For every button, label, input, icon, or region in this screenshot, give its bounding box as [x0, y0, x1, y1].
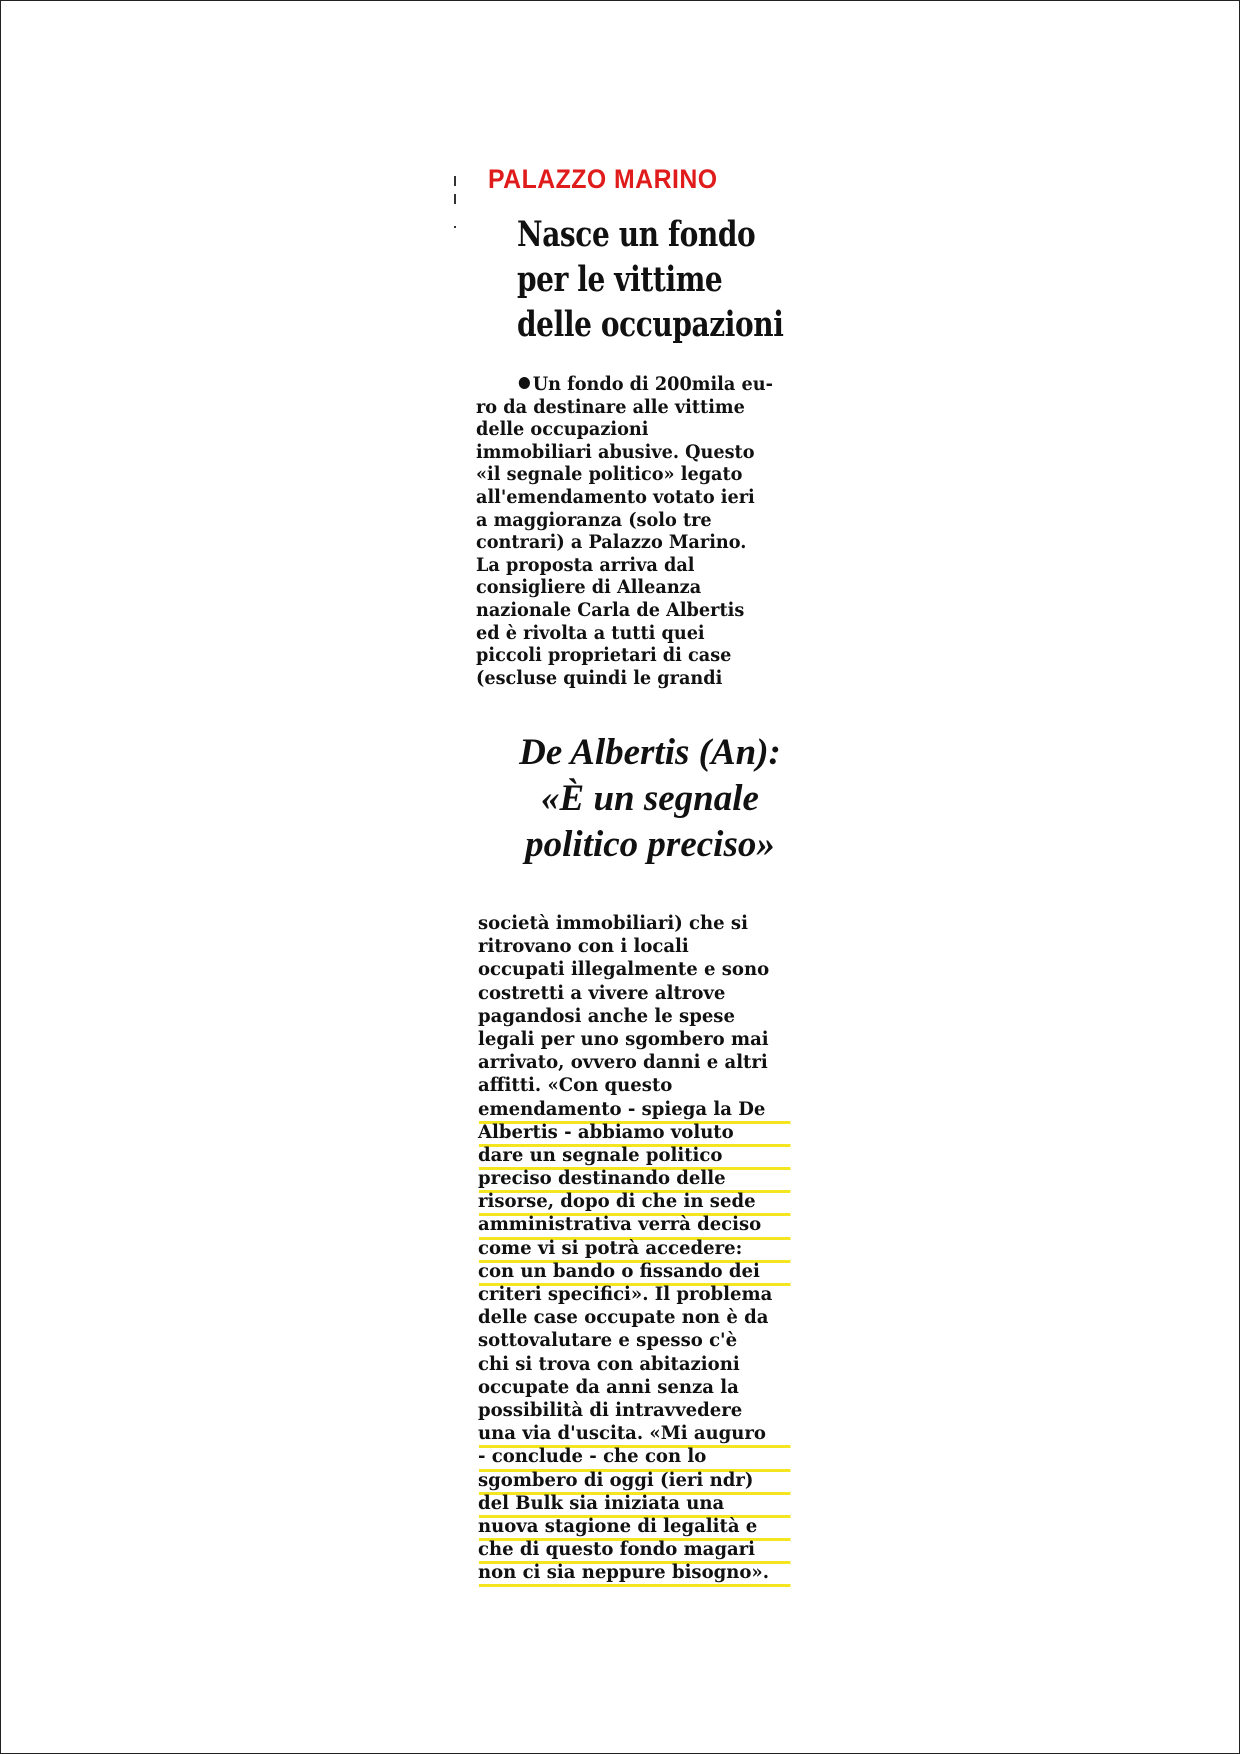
lead-line: ed è rivolta a tutti quei [476, 621, 705, 644]
body-line-highlighted: con un bando o fissando dei [478, 1260, 792, 1283]
body-line-highlighted: sgombero di oggi (ieri ndr) [478, 1469, 792, 1492]
lead-line: contrari) a Palazzo Marino. [476, 531, 747, 554]
margin-mark [454, 176, 456, 186]
body-line: occupate da anni senza la [478, 1375, 739, 1398]
body-line-highlighted: emendamento - spiega la De [478, 1098, 792, 1121]
lead-line: a maggioranza (solo tre [476, 508, 712, 531]
lead-paragraph [476, 373, 806, 689]
subhead-line: politico preciso» [525, 824, 775, 865]
lead-line [476, 373, 783, 396]
subhead-line: De Albertis (An): [519, 732, 781, 773]
headline-line: per le vittime [517, 259, 723, 300]
lead-line: nazionale Carla de Albertis [476, 598, 745, 621]
body-line-highlighted: non ci sia neppure bisogno». [478, 1561, 792, 1584]
body-line: possibilità di intravvedere [478, 1398, 743, 1421]
body-line-highlighted: preciso destinando delle [478, 1167, 792, 1190]
article-headline [517, 212, 784, 347]
lead-line-text: Un fondo di 200mila eu- [532, 373, 773, 395]
lead-line: (escluse quindi le grandi [476, 666, 723, 689]
body-line-highlighted: una via d'uscita. «Mi auguro [478, 1422, 792, 1445]
body-line: pagandosi anche le spese [478, 1004, 735, 1027]
lead-line: «il segnale politico» legato [476, 463, 743, 486]
body-line: legali per uno sgombero mai [478, 1027, 769, 1050]
body-line-highlighted: Albertis - abbiamo voluto [478, 1121, 792, 1144]
headline-line: delle occupazioni [517, 304, 784, 345]
body-line: società immobiliari) che si [478, 912, 748, 934]
body-line-highlighted: risorse, dopo di che in sede [478, 1190, 792, 1213]
bullet-icon [519, 377, 530, 389]
body-line-highlighted: - conclude - che con lo [478, 1445, 792, 1468]
body-line: chi si trova con abitazioni [478, 1352, 740, 1375]
body-paragraph [478, 912, 808, 1584]
body-line-highlighted: amministrativa verrà deciso [478, 1213, 792, 1236]
lead-line: consigliere di Alleanza [476, 576, 702, 599]
body-line: costretti a vivere altrove [478, 981, 726, 1004]
body-line: criteri specifici». Il problema [478, 1283, 773, 1305]
lead-line: ro da destinare alle vittime [476, 395, 745, 418]
body-line: ritrovano con i locali [478, 935, 689, 958]
body-line: delle case occupate non è da [478, 1306, 769, 1329]
article-kicker: PALAZZO MARINO [488, 164, 718, 194]
body-line: sottovalutare e spesso c'è [478, 1329, 738, 1352]
headline-line: Nasce un fondo [517, 214, 756, 255]
lead-line: immobiliari abusive. Questo [476, 440, 755, 463]
body-line: affitti. «Con questo [478, 1074, 673, 1097]
lead-line: all'emendamento votato ieri [476, 485, 755, 508]
body-line-highlighted: come vi si potrà accedere: [478, 1237, 792, 1260]
body-line-highlighted: nuova stagione di legalità e [478, 1515, 792, 1538]
lead-line: La proposta arriva dal [476, 553, 695, 576]
body-line: arrivato, ovvero danni e altri [478, 1051, 768, 1074]
subhead-line: «È un segnale [541, 778, 759, 819]
lead-line: piccoli proprietari di case [476, 644, 732, 667]
article-subhead [470, 730, 830, 868]
margin-mark [454, 226, 456, 228]
body-line: occupati illegalmente e sono [478, 958, 770, 981]
margin-mark [454, 194, 456, 204]
body-line-highlighted: dare un segnale politico [478, 1144, 792, 1167]
lead-line: delle occupazioni [476, 418, 649, 441]
body-line-highlighted: che di questo fondo magari [478, 1538, 792, 1561]
body-line-highlighted: del Bulk sia iniziata una [478, 1492, 792, 1515]
